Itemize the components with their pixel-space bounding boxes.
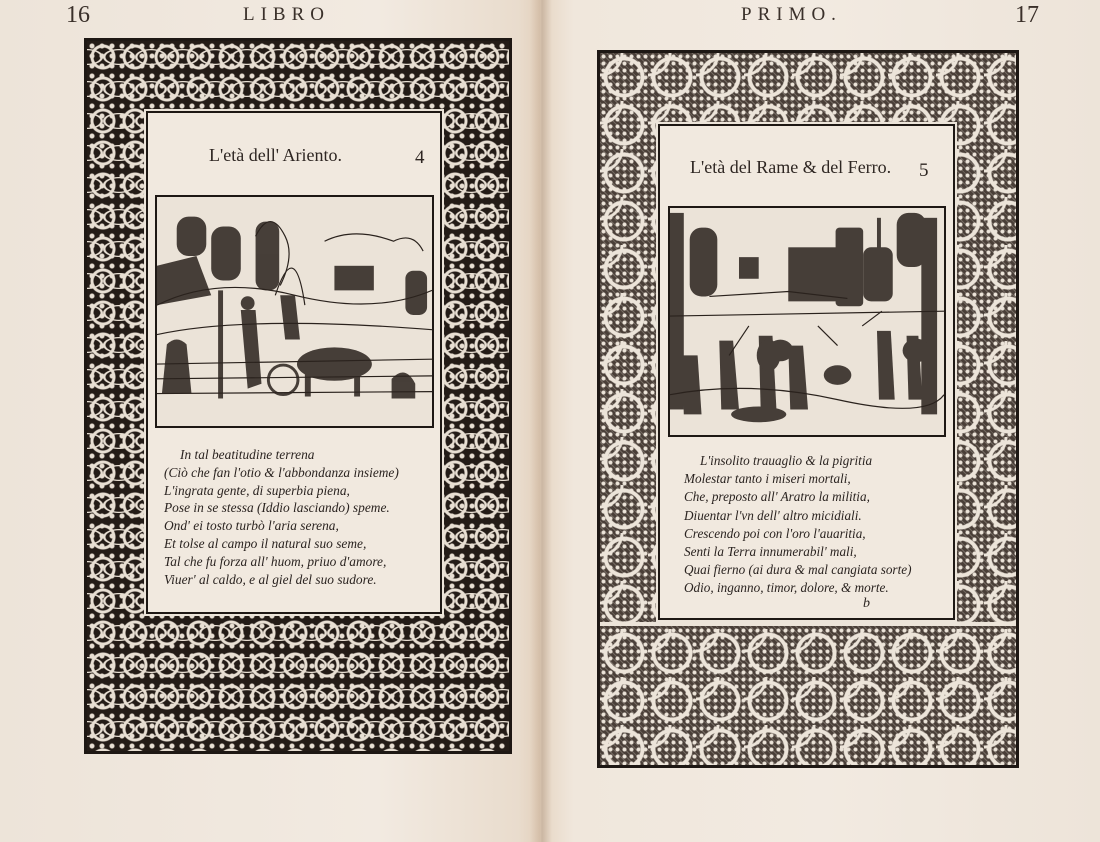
verse-line: Crescendo poi con l'oro l'auaritia,	[684, 525, 866, 541]
right-emblem-number: 5	[919, 160, 929, 181]
signature-mark: b	[863, 596, 870, 611]
verse-line: (Ciò che fan l'otio & l'abbondanza insieme)	[164, 464, 399, 480]
left-emblem-number: 4	[415, 147, 425, 168]
right-running-head: PRIMO.	[741, 4, 842, 25]
verse-line: Senti la Terra innumerabil' mali,	[684, 544, 857, 560]
left-running-head: LIBRO	[243, 4, 330, 25]
verse-line: Molestar tanto i miseri mortali,	[684, 471, 851, 487]
left-emblem-verse	[164, 446, 399, 588]
woodcut-battle-scene-icon	[668, 206, 946, 437]
verse-line: Viuer' al caldo, e al giel del suo sudore.	[164, 571, 377, 587]
verse-line: L'ingrata gente, di superbia piena,	[164, 482, 350, 498]
verse-line: Odio, inganno, timor, dolore, & morte.	[684, 580, 889, 596]
verse-line: Et tolse al campo il natural suo seme,	[164, 535, 367, 551]
book-gutter	[530, 0, 552, 842]
verse-line: Tal che fu forza all' huom, priuo d'amore,	[164, 553, 387, 569]
verse-line: Ond' ei tosto turbò l'aria serena,	[164, 518, 339, 534]
left-emblem-title: L'età dell' Ariento.	[209, 145, 342, 165]
border-divider	[600, 622, 1016, 626]
verse-line: In tal beatitudine terrena	[180, 447, 315, 462]
verse-line: Quai fierno (ai dura & mal cangiata sorte)	[684, 562, 912, 578]
right-emblem-title: L'età del Rame & del Ferro.	[690, 157, 892, 177]
left-folio: 16	[66, 2, 90, 28]
right-emblem-verse	[684, 452, 911, 598]
verse-line: Che, preposto all' Aratro la militia,	[684, 489, 870, 505]
woodcut-plowing-scene-icon	[155, 195, 434, 428]
right-folio: 17	[1015, 2, 1039, 28]
verse-line: Pose in se stessa (Iddio lasciando) speme.	[164, 500, 390, 516]
verse-line: L'insolito trauaglio & la pigritia	[700, 453, 873, 468]
verse-line: Diuentar l'vn dell' altro micidiali.	[684, 507, 862, 523]
